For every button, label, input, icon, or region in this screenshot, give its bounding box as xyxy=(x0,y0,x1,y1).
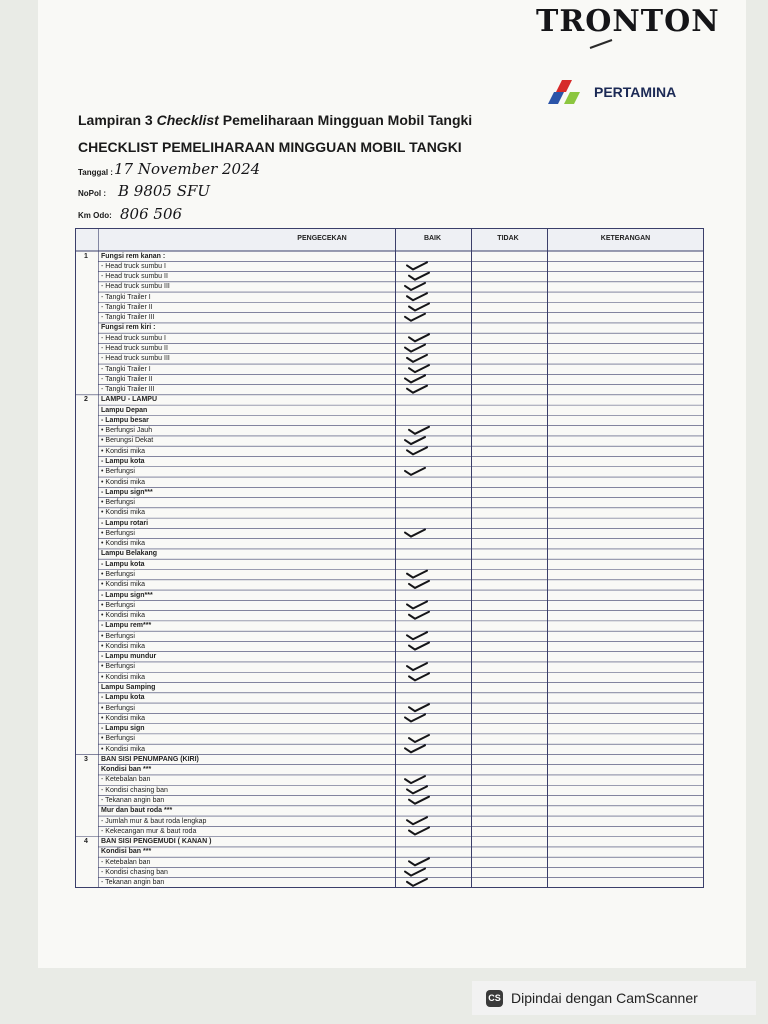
check-mark-icon xyxy=(409,304,429,311)
check-mark-icon xyxy=(405,345,425,352)
pen-stroke xyxy=(588,38,614,50)
check-mark-icon xyxy=(409,365,429,372)
check-mark-icon xyxy=(409,673,429,680)
checklist-item-label: - Kondisi chasing ban xyxy=(101,786,168,794)
check-mark-icon xyxy=(407,632,427,639)
checklist-item-label: - Kekecangan mur & baut roda xyxy=(101,827,197,835)
checklist-item-label: Fungsi rem kiri : xyxy=(101,324,156,332)
section-number: 4 xyxy=(84,838,88,846)
checklist-item-label: • Berfungsi xyxy=(101,632,135,640)
checklist-item-label: Kondisi ban *** xyxy=(101,766,152,774)
plate-value: B 9805 SFU xyxy=(118,182,211,200)
checklist-item-label: - Tangki Trailer II xyxy=(101,375,153,383)
check-mark-icon xyxy=(405,869,425,876)
checklist-item-label: - Tangki Trailer III xyxy=(101,314,155,322)
checklist-item-label: - Lampu rem*** xyxy=(101,622,152,630)
check-mark-icon xyxy=(407,879,427,886)
check-mark-icon xyxy=(409,735,429,742)
checklist-item-label: - Tangki Trailer I xyxy=(101,365,151,373)
checklist-item-label: - Head truck sumbu III xyxy=(101,283,170,291)
check-mark-icon xyxy=(407,817,427,824)
checklist-item-label: • Berfungsi xyxy=(101,499,135,507)
odo-label: Km Odo: xyxy=(78,211,112,220)
document-subtitle xyxy=(78,112,472,128)
checklist-item-label: • Kondisi mika xyxy=(101,581,146,589)
check-mark-icon xyxy=(405,530,425,537)
checklist-item-label: - Head truck sumbu I xyxy=(101,334,166,342)
checklist-item-label: - Tekanan angin ban xyxy=(101,797,165,805)
check-mark-icon xyxy=(407,293,427,300)
checklist-item-label: - Head truck sumbu II xyxy=(101,273,168,281)
pertamina-logo-icon xyxy=(548,78,588,106)
checklist-item-label: - Tangki Trailer I xyxy=(101,293,151,301)
section-number: 1 xyxy=(84,252,88,260)
checklist-item-label: Lampu Depan xyxy=(101,406,148,414)
checklist-item-label: - Ketebalan ban xyxy=(101,776,151,784)
check-mark-icon xyxy=(405,314,425,321)
checklist-item-label: • Kondisi mika xyxy=(101,447,146,455)
check-mark-icon xyxy=(407,447,427,454)
check-mark-icon xyxy=(407,571,427,578)
odo-value: 806 506 xyxy=(120,205,183,223)
checklist-item-label: • Berfungsi xyxy=(101,571,135,578)
checklist-table xyxy=(75,228,704,888)
checklist-item-label: • Kondisi mika xyxy=(101,509,146,517)
check-mark-icon xyxy=(409,427,429,434)
check-mark-icon xyxy=(407,262,427,269)
checklist-item-label: • Kondisi mika xyxy=(101,612,146,620)
checklist-item-label: • Berfungsi Jauh xyxy=(101,427,153,435)
checklist-item-label: - Lampu kota xyxy=(101,457,145,465)
checklist-item-label: - Lampu sign*** xyxy=(101,488,153,496)
checklist-item-label: Kondisi ban *** xyxy=(101,848,152,856)
checklist-item-label: • Berungsi Dekat xyxy=(101,437,154,445)
check-mark-icon xyxy=(405,375,425,382)
header-pengecekan: PENGECEKAN xyxy=(297,235,347,242)
header-tidak: TIDAK xyxy=(497,235,519,242)
checklist-item-label: • Berfungsi xyxy=(101,601,135,609)
checklist-item-label: - Lampu kota xyxy=(101,694,145,702)
checklist-item-label: • Berfungsi xyxy=(101,468,135,476)
checklist-item-label: BAN SISI PENGEMUDI ( KANAN ) xyxy=(101,838,212,846)
checklist-item-label: Lampu Belakang xyxy=(101,550,158,558)
header-keterangan: KETERANGAN xyxy=(600,235,651,242)
checklist-item-label: Mur dan baut roda *** xyxy=(101,807,173,815)
camscanner-logo-icon: CS xyxy=(486,990,503,1007)
check-mark-icon xyxy=(405,437,425,444)
check-mark-icon xyxy=(409,797,429,804)
camscanner-text: Dipindai dengan CamScanner xyxy=(511,990,698,1006)
check-mark-icon xyxy=(407,663,427,670)
document-title: CHECKLIST PEMELIHARAAN MINGGUAN MOBIL TANGKI xyxy=(78,139,462,155)
check-mark-icon xyxy=(409,612,429,619)
camscanner-watermark xyxy=(472,981,756,1015)
checklist-item-label: LAMPU - LAMPU xyxy=(101,396,157,404)
check-mark-icon xyxy=(409,858,429,865)
checklist-item-label: • Kondisi mika xyxy=(101,673,146,681)
date-label: Tanggal : xyxy=(78,168,113,177)
checklist-item-label: - Ketebalan ban xyxy=(101,858,151,866)
brand-name: PERTAMINA xyxy=(594,84,677,100)
check-mark-icon xyxy=(409,581,429,588)
checklist-item-label: • Berfungsi xyxy=(101,735,135,743)
check-mark-icon xyxy=(409,827,429,834)
brand-block xyxy=(548,78,676,106)
checklist-item-label: - Tangki Trailer II xyxy=(101,303,153,311)
checklist-item-label: - Tekanan angin ban xyxy=(101,879,165,887)
checklist-item-label: Fungsi rem kanan : xyxy=(101,252,166,260)
checklist-item-label: • Kondisi mika xyxy=(101,478,146,486)
table-grid-lines xyxy=(75,228,704,888)
check-mark-icon xyxy=(409,334,429,341)
check-mark-icon xyxy=(407,786,427,793)
checklist-item-label: - Kondisi chasing ban xyxy=(101,868,168,876)
check-mark-icon xyxy=(409,704,429,711)
check-mark-icon xyxy=(407,601,427,608)
date-value: 17 November 2024 xyxy=(114,160,261,178)
check-mark-icon xyxy=(407,386,427,393)
subtitle-suffix: Pemeliharaan Mingguan Mobil Tangki xyxy=(218,112,473,128)
check-mark-icon xyxy=(405,745,425,752)
check-mark-icon xyxy=(407,355,427,362)
checklist-item-label: - Lampu rotari xyxy=(101,519,149,527)
check-mark-icon xyxy=(409,643,429,650)
check-mark-icon xyxy=(405,776,425,783)
checklist-item-label: - Head truck sumbu I xyxy=(101,262,166,270)
checklist-item-label: - Lampu sign xyxy=(101,725,145,733)
checklist-item-label: • Kondisi mika xyxy=(101,642,146,650)
checklist-item-label: - Lampu besar xyxy=(101,416,149,424)
checklist-item-label: - Lampu sign*** xyxy=(101,591,153,599)
checklist-item-label: • Kondisi mika xyxy=(101,714,146,722)
check-mark-icon xyxy=(405,714,425,721)
check-mark-icon xyxy=(409,273,429,280)
section-number: 3 xyxy=(84,755,88,763)
checklist-item-label: • Berfungsi xyxy=(101,704,135,712)
checklist-item-label: - Jumlah mur & baut roda lengkap xyxy=(101,817,207,825)
checklist-item-label: - Lampu kota xyxy=(101,560,145,568)
checklist-item-label: • Kondisi mika xyxy=(101,540,146,548)
header-baik: BAIK xyxy=(423,235,442,242)
checklist-item-label: • Berfungsi xyxy=(101,529,135,537)
plate-label: NoPol : xyxy=(78,189,106,198)
section-number: 2 xyxy=(84,396,88,404)
check-mark-icon xyxy=(405,283,425,290)
checklist-item-label: - Head truck sumbu II xyxy=(101,344,168,352)
checklist-item-label: - Tangki Trailer III xyxy=(101,386,155,394)
checklist-item-label: • Berfungsi xyxy=(101,663,135,671)
checklist-item-label: BAN SISI PENUMPANG (KIRI) xyxy=(101,755,199,763)
check-mark-icon xyxy=(405,468,425,475)
handwritten-title: TRONTON xyxy=(536,4,720,39)
checklist-item-label: - Head truck sumbu III xyxy=(101,355,170,363)
checklist-item-label: Lampu Samping xyxy=(101,684,156,692)
checklist-item-label: • Kondisi mika xyxy=(101,745,146,753)
checklist-item-label: - Lampu mundur xyxy=(101,653,157,661)
subtitle-prefix: Lampiran 3 xyxy=(78,112,157,128)
subtitle-italic: Checklist xyxy=(156,112,219,128)
